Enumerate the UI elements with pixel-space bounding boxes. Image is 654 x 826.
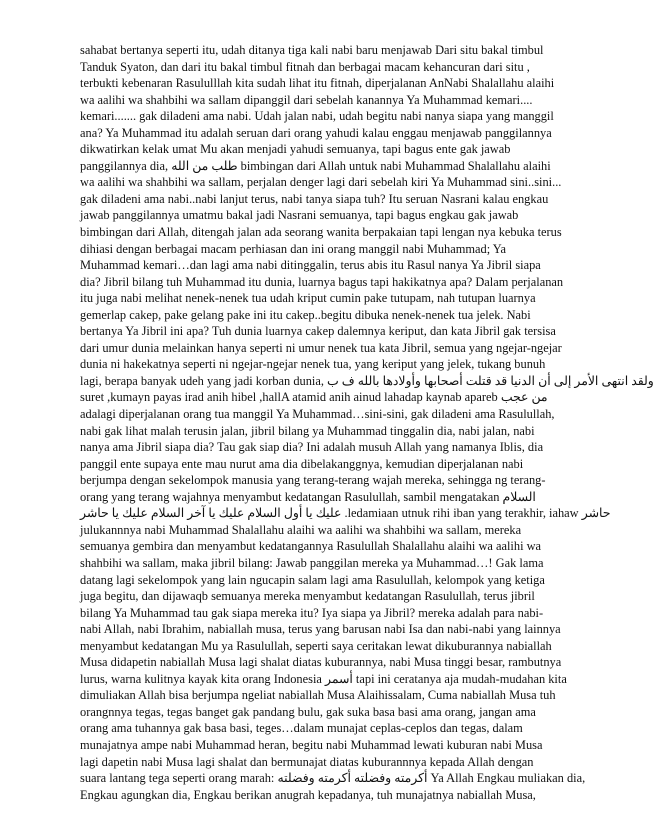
text-line: Engkau agungkan dia, Engkau berikan anugrah kepadanya, tuh munajatnya nabiallah Musa,	[80, 787, 536, 802]
text-line: dari umur dunia melainkan hanya seperti ni umur nenek tua kata Jibril, semua yang ngejar-ngejar	[80, 340, 562, 355]
text-line: suret ,kumayn payas irad anih hibel ,hallA atamid anih ainud lahadap kaynab apareb من عجب	[80, 390, 548, 405]
text-line: datang lagi sekelompok yang lain ngucapin salam lagi ama Rasulullah, kelompok yang ketiga	[80, 572, 545, 587]
text-line: ana? Ya Muhammad itu adalah seruan dari orang yahudi kalau enggau menjawab panggilannya	[80, 125, 552, 140]
text-line: bilang Ya Muhammad tau gak siapa mereka itu? Iya siapa ya Jibril? mereka adalah para nabi-	[80, 605, 544, 620]
text-line: nabi gak lihat malah terusin jalan, jibril bilang ya Muhammad tinggalin dia, nabi jalan, nabi	[80, 423, 535, 438]
text-line: panggil ente supaya ente mau nurut ama dia dibelakanggnya, kemudian diperjalanan nabi	[80, 456, 524, 471]
text-line: munajatnya ampe nabi Muhammad heran, begitu nabi Muhammad lewati kuburan nabi Musa	[80, 737, 543, 752]
text-line: lurus, warna kulitnya kayak kita orang Indonesia أسمر tapi ini ceratanya aja mudah-mudahan kita	[80, 671, 567, 686]
text-line: dunia ni hakekatnya seperti ni ngejar-ngejar nenek tua, yang keriput yang jelek, tukang bunuh	[80, 357, 546, 372]
text-line: dia? Jibril bilang tuh Muhammad itu dunia, luarnya bagus tapi hakikatnya apa? Dalam perjalanan	[80, 274, 564, 289]
text-line: shahbihi wa sallam, maka jibril bilang: Jawab panggilan mereka ya Muhammad…! Gak lama	[80, 555, 544, 570]
text-line: bimbingan dari Allah, ditengah jalan ada seorang wanita berpakaian tapi lengan nya kebuka terus	[80, 225, 562, 240]
document-page	[80, 42, 654, 803]
text-line: wa aalihi wa shahbihi wa sallam dipanggil dari sebelah kanannya Ya Muhammad kemari....	[80, 92, 533, 107]
text-line: panggilannya dia, طلب من الله bimbingan dari Allah untuk nabi Muhammad Shalallahu alaihi	[80, 158, 551, 173]
text-line: menyambut kedatangan Mu ya Rasulullah, seperti saya ceritakan lewat dikuburannya nabiallah	[80, 638, 552, 653]
text-line: Musa didapetin nabiallah Musa lagi shalat diatas kuburannya, nabi Musa tinggi besar, rambutnya	[80, 655, 562, 670]
text-line: berjumpa dengan sekelompok manusia yang terang-terang wajah mereka, sehingga ng terang-	[80, 473, 546, 488]
text-line: kemari....... gak diladeni ama nabi. Udah jalan nabi, udah begitu nabi nanya siapa yang manggil	[80, 109, 554, 124]
text-line: orang ama tuhannya gak basa basi, teges…dalam munajat ceplas-ceplos dan tegas, dalam	[80, 721, 523, 736]
text-line: dikwatirkan kelak umat Mu akan menjadi yahudi semuanya, tapi bagus ente gak jawab	[80, 142, 511, 157]
text-line: terbukti kebenaran Rasululllah kita sudah lihat itu fitnah, diperjalanan AnNabi Shalallahu alaihi	[80, 76, 555, 91]
text-line: gemerlap cakep, pake gelang pake ini itu cakep..begitu dibuka nenek-nenek tua jelek. Nabi	[80, 307, 531, 322]
text-line: jawab panggilannya umatmu bakal jadi Nasrani semuanya, tapi bagus engkau gak jawab	[80, 208, 519, 223]
text-line: sahabat bertanya seperti itu, udah ditanya tiga kali nabi baru menjawab Dari situ bakal timbul	[80, 43, 544, 57]
text-line: dihiasi dengan berbagai macam perhiasan dan ini orang manggil nabi Muhammad; Ya	[80, 241, 506, 256]
text-line: dimuliakan Allah bisa berjumpa ngeliat nabiallah Musa Alaihissalam, Cuma nabiallah Musa tuh	[80, 688, 556, 703]
text-line: Muhammad kemari…dan lagi ama nabi ditinggalin, terus abis itu Rasul nanya Ya Jibril siapa	[80, 258, 541, 273]
text-line: bertanya Ya Jibril ini apa? Tuh dunia luarnya cakep dalemnya keriput, dan kata Jibril gak tersisa	[80, 324, 556, 339]
text-line: suara lantang tega seperti orang marah: أكرمته وفضلته أكرمته وفضلته Ya Allah Engkau muliakan dia,	[80, 771, 586, 786]
text-line: itu juga nabi melihat nenek-nenek tua udah kriput cumin pake tutupam, nah tutupan luarnya	[80, 291, 536, 306]
text-line: orangnnya tegas, tegas banget gak pandang bulu, gak suka basa basi ama orang, jangan ama	[80, 704, 536, 719]
text-line: nabi Allah, nabi Ibrahim, nabiallah musa, terus yang barusan nabi Isa dan nabi-nabi yang lainnya	[80, 622, 561, 637]
text-line: semuanya gembira dan menyambut kedatangannya Rasulullah Shalallahu alaihi wa aalihi wa	[80, 539, 542, 554]
text-line: juga begitu, dan dijawaqb semuanya mereka menyambut kedatangan Rasulullah, terus jibril	[80, 589, 535, 604]
text-line: gak diladeni ama nabi..nabi lanjut terus, nabi tanya siapa tuh? Itu seruan Nasrani kalau engkau	[80, 191, 549, 206]
text-line: adalagi diperjalanan orang tua manggil Ya Muhammad…sini-sini, gak diladeni ama Rasulullah,	[80, 407, 555, 422]
text-line: Tanduk Syaton, dan dari itu bakal timbul fitnah dan berbagai macam kehancuran dari situ ,	[80, 59, 530, 74]
text-line: julukannnya nabi Muhammad Shalallahu alaihi wa aalihi wa shahbihi wa sallam, mereka	[80, 522, 522, 537]
text-line: wa aalihi wa shahbihi wa sallam, perjalan denger lagi dari sebelah kiri Ya Muhammad sini..sini...	[80, 175, 562, 190]
text-line: lagi dapetin nabi Musa lagi shalat dan bermunajat diatas kuburannnya kepada Allah dengan	[80, 754, 534, 769]
text-line: lagi, berapa banyak udeh yang jadi korban dunia, ولقد انتهى الأمر إلى أن الدنيا قد قتلت أصحابها وأولادها بالله ف ب	[80, 373, 654, 388]
text-line: orang yang terang wajahnya menyambut kedatangan Rasulullah, sambil mengatakan السلام	[80, 489, 536, 504]
text-line: nanya ama Jibril siapa dia? Tau gak siap dia? Ini adalah musuh Allah yang namanya Iblis, dia	[80, 440, 544, 455]
text-line: عليك يا أول السلام عليك يا آخر السلام عليك يا حاشر .ledamiaan utnuk rihi iban yang terakhir, iahaw حاشر	[80, 506, 611, 521]
